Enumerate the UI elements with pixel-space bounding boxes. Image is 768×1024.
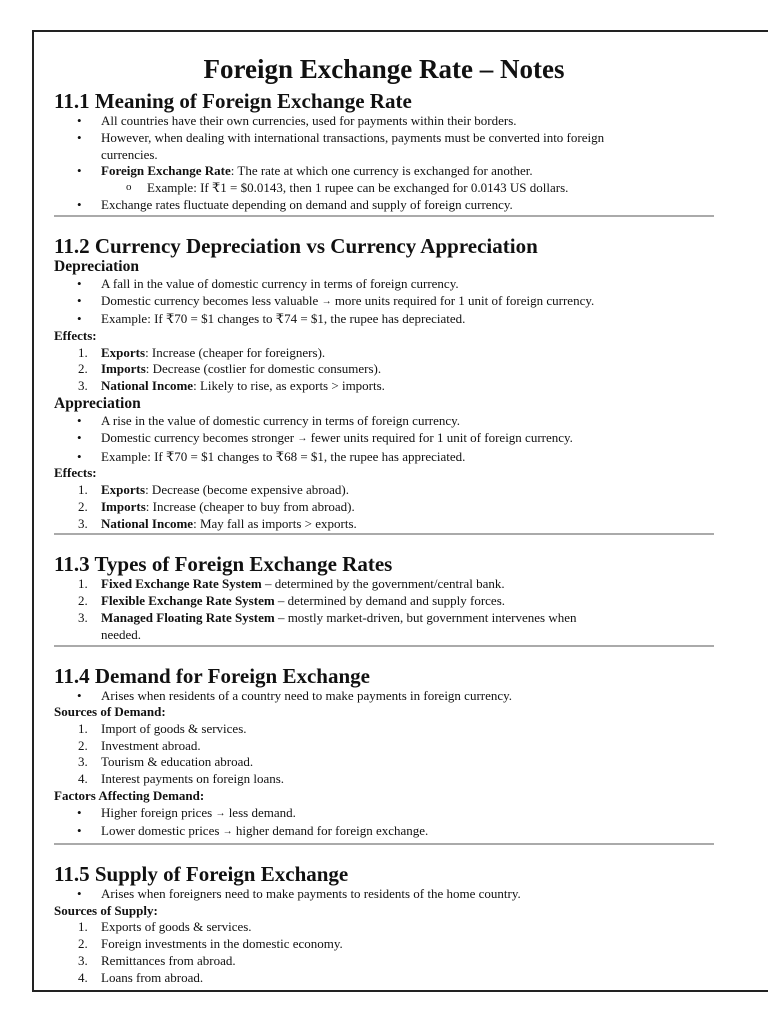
list-item: 2. Foreign investments in the domestic economy. xyxy=(78,936,343,952)
appreciation-bullet-list xyxy=(54,413,714,465)
right-arrow-icon: → xyxy=(321,295,332,307)
list-item: • Lower domestic prices → higher demand for foreign exchange. xyxy=(54,823,714,842)
section-heading-11-3: 11.3 Types of Foreign Exchange Rates xyxy=(54,552,393,577)
list-item: 1. Import of goods & services. xyxy=(78,720,247,736)
list-item: 3. Remittances from abroad. xyxy=(78,953,236,968)
list-item: o Example: If ₹1 = $0.0143, then 1 rupee can be exchanged for 0.0143 US dollars. xyxy=(54,180,714,197)
section-heading-11-2: 11.2 Currency Depreciation vs Currency Appreciation xyxy=(54,233,538,258)
list-item: • Foreign Exchange Rate: The rate at which one currency is exchanged for another. xyxy=(54,163,714,180)
list-item: 1. Exports of goods & services. xyxy=(78,919,252,935)
depreciation-bullet-list xyxy=(54,276,714,328)
subheading-depreciation: Depreciation xyxy=(54,257,139,275)
list-item: • Domestic currency becomes less valuable → more units required for 1 unit of foreign currency. xyxy=(54,293,714,312)
list-item: 2. Imports: Increase (cheaper to buy from abroad). xyxy=(78,498,355,514)
section-heading-11-4: 11.4 Demand for Foreign Exchange xyxy=(54,663,370,688)
meaning-bullet-list-cont xyxy=(54,197,714,214)
right-arrow-icon: → xyxy=(215,807,226,819)
list-item: • Arises when foreigners need to make payments to residents of the home country. xyxy=(54,886,714,903)
notes-content xyxy=(54,50,714,987)
demand-factors-list xyxy=(54,805,714,843)
right-arrow-icon: → xyxy=(222,826,233,838)
demand-sources-list xyxy=(54,721,714,788)
list-item: 4. Loans from abroad. xyxy=(78,969,204,985)
list-item: • Higher foreign prices → less demand. xyxy=(54,805,714,824)
effects-label: Effects: xyxy=(54,465,97,481)
list-item: 3. National Income: May fall as imports > exports. xyxy=(78,515,357,531)
subheading-appreciation: Appreciation xyxy=(54,395,141,413)
meaning-bullet-list xyxy=(54,113,714,180)
list-item: • All countries have their own currencies, used for payments within their borders. xyxy=(54,113,714,130)
depreciation-effects-list xyxy=(54,345,714,395)
list-item: • Arises when residents of a country need to make payments in foreign currency. xyxy=(54,688,714,705)
section-heading-11-5: 11.5 Supply of Foreign Exchange xyxy=(54,862,349,887)
list-item: 2. Flexible Exchange Rate System – determined by demand and supply forces. xyxy=(78,593,505,609)
term: Foreign Exchange Rate xyxy=(101,163,231,179)
list-item: • Exchange rates fluctuate depending on demand and supply of foreign currency. xyxy=(54,197,714,214)
list-item: 1. Exports: Increase (cheaper for foreigners). xyxy=(78,344,326,360)
list-item: • A fall in the value of domestic currency in terms of foreign currency. xyxy=(54,276,714,293)
list-item: • However, when dealing with international transactions, payments must be converted into foreign currencies. xyxy=(54,130,714,164)
list-item: • Example: If ₹70 = $1 changes to ₹74 = $1, the rupee has depreciated. xyxy=(54,311,714,328)
list-item: • A rise in the value of domestic currency in terms of foreign currency. xyxy=(54,413,714,430)
appreciation-effects-list xyxy=(54,482,714,532)
effects-label: Effects: xyxy=(54,328,97,344)
list-item: • Example: If ₹70 = $1 changes to ₹68 = $1, the rupee has appreciated. xyxy=(54,449,714,466)
list-item: • Domestic currency becomes stronger → fewer units required for 1 unit of foreign currency. xyxy=(54,430,714,449)
supply-sources-list xyxy=(54,919,714,986)
supply-bullet-list xyxy=(54,886,714,903)
sources-label: Sources of Supply: xyxy=(54,902,158,918)
list-item: 3. Managed Floating Rate System – mostly market-driven, but government intervenes when needed. xyxy=(78,609,577,642)
factors-label: Factors Affecting Demand: xyxy=(54,788,205,804)
list-item: 2. Imports: Decrease (costlier for domestic consumers). xyxy=(78,361,382,377)
list-item: 4. Interest payments on foreign loans. xyxy=(78,771,285,787)
list-item: 3. National Income: Likely to rise, as exports > imports. xyxy=(78,378,385,394)
example-sublist xyxy=(54,180,714,197)
list-item: 3. Tourism & education abroad. xyxy=(78,754,254,770)
list-item: 1. Exports: Decrease (become expensive abroad). xyxy=(78,481,349,497)
sources-label: Sources of Demand: xyxy=(54,704,166,720)
list-item: 2. Investment abroad. xyxy=(78,737,201,753)
exchange-rate-types-list xyxy=(54,576,714,643)
section-heading-11-1: 11.1 Meaning of Foreign Exchange Rate xyxy=(54,89,412,113)
list-item: 1. Fixed Exchange Rate System – determined by the government/central bank. xyxy=(78,576,505,592)
demand-bullet-list xyxy=(54,688,714,705)
right-arrow-icon: → xyxy=(297,432,308,444)
page-title: Foreign Exchange Rate – Notes xyxy=(203,54,565,84)
